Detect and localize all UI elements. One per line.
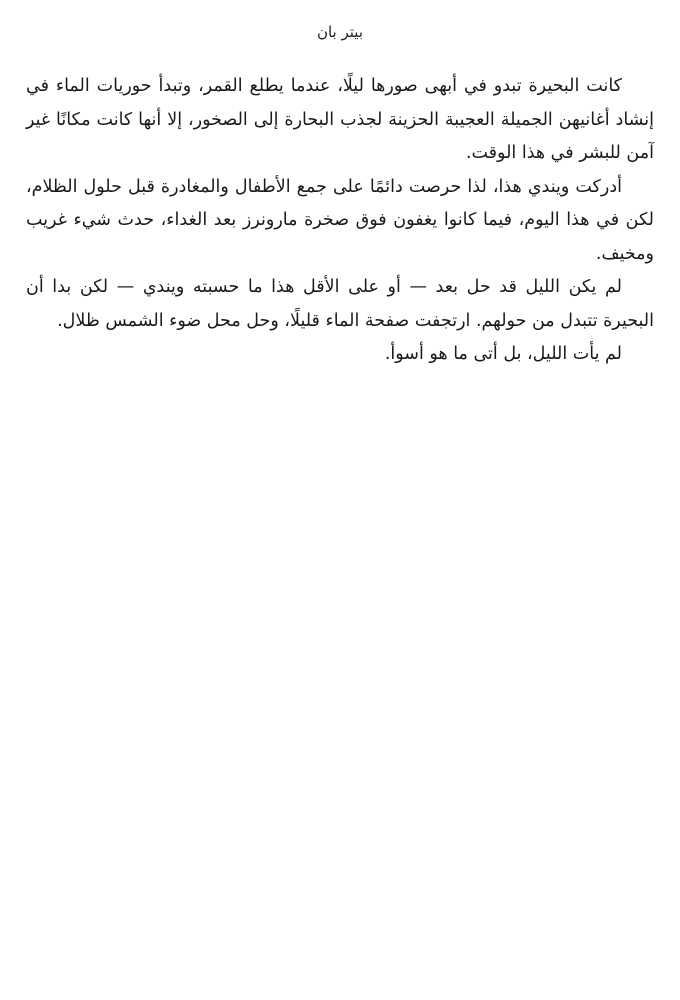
paragraph-4: لم يأت الليل، بل أتى ما هو أسوأ. [384, 344, 622, 364]
body-text [26, 70, 654, 372]
running-header-title: بيتر بان [316, 23, 364, 41]
paragraph-3: لم يكن الليل قد حل بعد — أو على الأقل هذا ما حسبته ويندي — لكن بدا أن البحيرة تتبدل من حولهم. ارتجفت صفحة الماء قليلًا، وحل محل ضوء الشمس ظلال. [26, 277, 654, 331]
paragraph-1: كانت البحيرة تبدو في أبهى صورها ليلًا، عندما يطلع القمر، وتبدأ حوريات الماء في إنشاد أغانيهن الجميلة العجيبة الحزينة لجذب البحارة إلى الصخور، إلا أنها كانت مكانًا غير آمن للبشر في هذا الوقت. [26, 76, 654, 163]
paragraph-2: أدركت ويندي هذا، لذا حرصت دائمًا على جمع الأطفال والمغادرة قبل حلول الظلام، لكن في هذا اليوم، فيما كانوا يغفون فوق صخرة مارونرز بعد الغداء، حدث شيء غريب ومخيف. [26, 176, 654, 264]
